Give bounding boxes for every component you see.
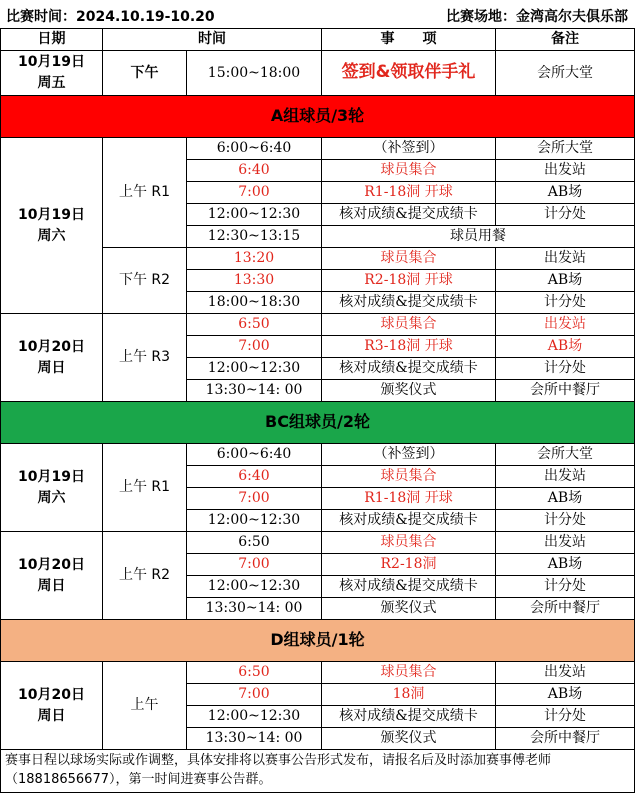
note-cell: 计分处 [496, 358, 635, 380]
event-cell: 核对成绩&提交成绩卡 [322, 510, 496, 532]
column-header-event: 事 项 [322, 29, 496, 51]
time-cell: 6:00~6:40 [187, 444, 322, 466]
time-cell: 6:50 [187, 662, 322, 684]
event-cell: 核对成绩&提交成绩卡 [322, 358, 496, 380]
note-cell: 会所中餐厅 [496, 598, 635, 620]
weekday-line: 周日 [37, 359, 66, 376]
event-cell: 颁奖仪式 [322, 598, 496, 620]
note-cell: AB场 [496, 182, 635, 204]
footer-row [1, 750, 635, 793]
time-cell: 7:00 [187, 182, 322, 204]
note-cell: 出发站 [496, 248, 635, 270]
note-cell: 会所大堂 [496, 444, 635, 466]
schedule-row [1, 444, 635, 466]
note-cell: 会所中餐厅 [496, 380, 635, 402]
schedule-row [1, 532, 635, 554]
event-cell: 球员集合 [322, 314, 496, 336]
group-title: A组球员/3轮 [1, 96, 635, 138]
event-cell: 球员集合 [322, 248, 496, 270]
date-cell [1, 662, 103, 750]
session-cell: 下午 [103, 51, 187, 96]
date-line: 10月20日 [18, 338, 85, 355]
weekday-line: 周日 [37, 707, 66, 724]
event-cell: R2-18洞 [322, 554, 496, 576]
column-header-note: 备注 [496, 29, 635, 51]
schedule-row [1, 662, 635, 684]
date-cell [1, 314, 103, 402]
event-cell: 球员集合 [322, 532, 496, 554]
note-cell: 出发站 [496, 532, 635, 554]
group-title: D组球员/1轮 [1, 620, 635, 662]
date-cell [1, 532, 103, 620]
event-cell: （补签到） [322, 444, 496, 466]
weekday-line: 周六 [37, 489, 66, 506]
time-cell: 12:00~12:30 [187, 706, 322, 728]
session-cell: 上午 R1 [103, 444, 187, 532]
time-cell: 13:30~14: 00 [187, 728, 322, 750]
event-cell: R2-18洞 开球 [322, 270, 496, 292]
note-cell: AB场 [496, 488, 635, 510]
note-cell: 计分处 [496, 706, 635, 728]
note-cell: 出发站 [496, 314, 635, 336]
note-cell: 会所中餐厅 [496, 728, 635, 750]
schedule-row [1, 138, 635, 160]
time-cell: 7:00 [187, 684, 322, 706]
time-cell: 15:00~18:00 [187, 51, 322, 96]
time-cell: 6:00~6:40 [187, 138, 322, 160]
schedule-row [1, 314, 635, 336]
date-line: 10月19日 [18, 468, 85, 485]
time-cell: 7:00 [187, 488, 322, 510]
note-cell: 出发站 [496, 466, 635, 488]
note-cell: AB场 [496, 554, 635, 576]
session-cell: 上午 R1 [103, 138, 187, 248]
date-line: 10月19日 [18, 206, 85, 223]
note-cell: 计分处 [496, 576, 635, 598]
note-cell: AB场 [496, 684, 635, 706]
schedule-table [0, 28, 635, 793]
date-line: 10月19日 [18, 54, 85, 70]
event-venue-label: 比赛场地：金湾高尔夫俱乐部 [446, 9, 628, 25]
event-cell: 核对成绩&提交成绩卡 [322, 576, 496, 598]
footer-note: 赛事日程以球场实际或作调整，具体安排将以赛事公告形式发布，请报名后及时添加赛事傅老师（18818656677），第一时间进赛事公告群。 [1, 750, 635, 793]
session-cell: 上午 R3 [103, 314, 187, 402]
weekday-line: 周日 [37, 577, 66, 594]
note-cell: 会所大堂 [496, 51, 635, 96]
event-cell: 核对成绩&提交成绩卡 [322, 204, 496, 226]
column-header-time: 时间 [103, 29, 322, 51]
event-cell: 球员集合 [322, 662, 496, 684]
note-cell: 计分处 [496, 510, 635, 532]
date-cell [1, 138, 103, 314]
time-cell: 12:30~13:15 [187, 226, 322, 248]
event-cell: R1-18洞 开球 [322, 182, 496, 204]
event-cell: 核对成绩&提交成绩卡 [322, 292, 496, 314]
checkin-row [1, 51, 635, 96]
time-cell: 6:40 [187, 466, 322, 488]
column-header-row [1, 29, 635, 51]
event-time-label: 比赛时间：2024.10.19-10.20 [6, 9, 215, 25]
note-cell: AB场 [496, 270, 635, 292]
note-cell: 计分处 [496, 204, 635, 226]
group-band-row [1, 620, 635, 662]
event-cell: 颁奖仪式 [322, 728, 496, 750]
note-cell: 会所大堂 [496, 138, 635, 160]
group-title: BC组球员/2轮 [1, 402, 635, 444]
event-cell: 球员集合 [322, 466, 496, 488]
time-cell: 7:00 [187, 336, 322, 358]
time-cell: 13:20 [187, 248, 322, 270]
session-cell: 上午 R2 [103, 532, 187, 620]
date-line: 10月20日 [18, 556, 85, 573]
note-cell: 出发站 [496, 160, 635, 182]
event-cell: 球员集合 [322, 160, 496, 182]
group-band-row [1, 96, 635, 138]
event-cell: 核对成绩&提交成绩卡 [322, 706, 496, 728]
event-cell: 18洞 [322, 684, 496, 706]
note-cell: AB场 [496, 336, 635, 358]
time-cell: 12:00~12:30 [187, 204, 322, 226]
time-cell: 6:50 [187, 314, 322, 336]
event-cell: 签到&领取伴手礼 [322, 51, 496, 96]
event-cell: R1-18洞 开球 [322, 488, 496, 510]
time-cell: 6:50 [187, 532, 322, 554]
time-cell: 13:30~14: 00 [187, 598, 322, 620]
date-line: 10月20日 [18, 686, 85, 703]
time-cell: 7:00 [187, 554, 322, 576]
session-cell: 上午 [103, 662, 187, 750]
session-cell: 下午 R2 [103, 248, 187, 314]
event-cell: 颁奖仪式 [322, 380, 496, 402]
column-header-date: 日期 [1, 29, 103, 51]
event-cell: （补签到） [322, 138, 496, 160]
date-cell [1, 444, 103, 532]
event-cell: R3-18洞 开球 [322, 336, 496, 358]
time-cell: 18:00~18:30 [187, 292, 322, 314]
time-cell: 13:30~14: 00 [187, 380, 322, 402]
group-band-row [1, 402, 635, 444]
time-cell: 12:00~12:30 [187, 358, 322, 380]
weekday-line: 周五 [37, 75, 66, 91]
time-cell: 13:30 [187, 270, 322, 292]
time-cell: 12:00~12:30 [187, 510, 322, 532]
time-cell: 6:40 [187, 160, 322, 182]
weekday-line: 周六 [37, 227, 66, 244]
event-cell: 球员用餐 [322, 226, 635, 248]
note-cell: 计分处 [496, 292, 635, 314]
schedule-header-bar [0, 0, 636, 28]
time-cell: 12:00~12:30 [187, 576, 322, 598]
note-cell: 出发站 [496, 662, 635, 684]
date-cell [1, 51, 103, 96]
